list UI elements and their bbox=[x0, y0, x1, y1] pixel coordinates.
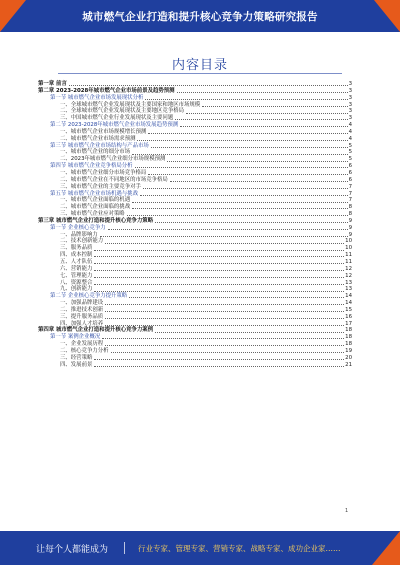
toc-entry[interactable] bbox=[38, 163, 352, 170]
toc-entry-page: 5 bbox=[348, 149, 352, 156]
toc-entry-page: 10 bbox=[345, 245, 352, 252]
toc-entry[interactable] bbox=[38, 95, 352, 102]
toc-entry-title: 四、加强人才培养 bbox=[60, 320, 104, 327]
toc-entry-title: 第四章 城市燃气企业打造和提升核心竞争力案例 bbox=[38, 327, 154, 334]
toc-leader-dots bbox=[155, 332, 344, 333]
toc-leader-dots bbox=[180, 126, 347, 127]
toc-leader-dots bbox=[186, 113, 348, 114]
toc-title-divider bbox=[58, 73, 342, 74]
toc-entry-page: 10 bbox=[345, 238, 352, 245]
toc-leader-dots bbox=[94, 359, 344, 360]
toc-entry-page: 13 bbox=[345, 279, 352, 286]
toc-entry[interactable] bbox=[38, 81, 352, 88]
toc-entry-page: 18 bbox=[345, 327, 352, 334]
toc-entry[interactable] bbox=[38, 204, 352, 211]
page-marker: 1 bbox=[345, 508, 349, 514]
toc-entry-title: 四、成本控制 bbox=[60, 252, 93, 259]
toc-entry-title: 二、2023年城市燃气企业细分市场规模预测 bbox=[60, 156, 166, 163]
toc-entry-title: 三、服务品质 bbox=[60, 245, 93, 252]
footer-roles: 行业专家、管理专家、营销专家、战略专家、成功企业家…… bbox=[138, 544, 341, 553]
toc-leader-dots bbox=[202, 106, 347, 107]
toc-entry-page: 15 bbox=[345, 306, 352, 313]
toc-entry[interactable] bbox=[38, 170, 352, 177]
toc-entry-page: 3 bbox=[348, 87, 352, 94]
toc-leader-dots bbox=[94, 366, 344, 367]
toc-entry-title: 五、人才队伍 bbox=[60, 258, 93, 265]
toc-entry-page: 3 bbox=[348, 108, 352, 115]
toc-entry-title: 七、管理能力 bbox=[60, 272, 93, 279]
report-title: 城市燃气企业打造和提升核心竞争力策略研究报告 bbox=[82, 11, 318, 23]
toc-entry[interactable] bbox=[38, 300, 352, 307]
toc-entry-page: 7 bbox=[348, 197, 352, 204]
toc-list bbox=[38, 81, 352, 368]
toc-entry-title: 三、中国城市燃气企业行业发展现状及主要问题 bbox=[60, 115, 174, 122]
toc-entry-page: 18 bbox=[345, 341, 352, 348]
toc-entry-title: 四、发展前景 bbox=[60, 361, 93, 368]
toc-leader-dots bbox=[94, 250, 344, 251]
toc-entry-page: 16 bbox=[345, 313, 352, 320]
toc-entry-title: 第二节 2023-2028年城市燃气企业市场发展趋势预测 bbox=[50, 122, 179, 129]
toc-entry-title: 一、城市燃气企业面临的机遇 bbox=[60, 197, 131, 204]
toc-entry-page: 4 bbox=[348, 135, 352, 142]
toc-entry-page: 9 bbox=[348, 217, 352, 224]
toc-entry-title: 第一章 前言 bbox=[38, 81, 67, 88]
toc-entry-title: 二、技术创新能力 bbox=[60, 238, 104, 245]
toc-entry-title: 二、推进技术创新 bbox=[60, 306, 104, 313]
toc-leader-dots bbox=[69, 85, 348, 86]
toc-entry-title: 第一节 企业核心竞争力 bbox=[50, 224, 106, 231]
toc-leader-dots bbox=[105, 345, 344, 346]
toc-entry-title: 一、城市燃气企业市场规模增长预测 bbox=[60, 128, 147, 135]
toc-leader-dots bbox=[143, 188, 348, 189]
toc-leader-dots bbox=[105, 325, 344, 326]
footer-right-accent bbox=[372, 531, 400, 565]
toc-entry[interactable] bbox=[38, 273, 352, 280]
header-banner bbox=[0, 0, 400, 32]
toc-leader-dots bbox=[94, 256, 344, 257]
toc-leader-dots bbox=[170, 181, 348, 182]
toc-entry-page: 14 bbox=[345, 300, 352, 307]
toc-entry-page: 6 bbox=[348, 176, 352, 183]
toc-leader-dots bbox=[145, 99, 347, 100]
toc-entry[interactable] bbox=[38, 122, 352, 129]
toc-entry-page: 8 bbox=[348, 211, 352, 218]
toc-entry-page: 12 bbox=[345, 265, 352, 272]
toc-entry[interactable] bbox=[38, 341, 352, 348]
toc-entry-title: 第二章 2023-2028年城市燃气企业市场前景及趋势预测 bbox=[38, 87, 175, 94]
toc-leader-dots bbox=[105, 304, 344, 305]
toc-entry-page: 3 bbox=[348, 115, 352, 122]
toc-entry-page: 4 bbox=[348, 128, 352, 135]
footer-banner bbox=[0, 531, 400, 565]
toc-entry-title: 九、创新能力 bbox=[60, 286, 93, 293]
toc-leader-dots bbox=[175, 119, 347, 120]
toc-entry-title: 八、资源整合 bbox=[60, 279, 93, 286]
toc-entry-page: 19 bbox=[345, 347, 352, 354]
toc-entry-page: 4 bbox=[348, 122, 352, 129]
toc-entry[interactable] bbox=[38, 136, 352, 143]
toc-entry-title: 第五节 城市燃气企业市场机遇与挑战 bbox=[50, 190, 138, 197]
toc-entry-page: 6 bbox=[348, 163, 352, 170]
toc-entry-title: 二、城市燃气企业面临的挑战 bbox=[60, 204, 131, 211]
toc-entry-title: 第一节 案例企业概况 bbox=[50, 334, 101, 341]
toc-entry-page: 9 bbox=[348, 224, 352, 231]
toc-leader-dots bbox=[135, 167, 348, 168]
toc-entry-page: 18 bbox=[345, 334, 352, 341]
toc-entry-page: 17 bbox=[345, 320, 352, 327]
toc-entry[interactable] bbox=[38, 211, 352, 218]
toc-leader-dots bbox=[127, 215, 348, 216]
toc-entry-title: 二、核心竞争力分析 bbox=[60, 347, 109, 354]
toc-entry-title: 第三章 城市燃气企业打造和提升核心竞争力策略 bbox=[38, 217, 154, 224]
toc-entry-page: 20 bbox=[345, 354, 352, 361]
toc-entry-page: 7 bbox=[348, 183, 352, 190]
toc-entry[interactable] bbox=[38, 184, 352, 191]
footer-slogan: 让每个人都能成为 bbox=[36, 545, 109, 555]
toc-entry-title: 二、城市燃气企业在不同地区的市场竞争格局 bbox=[60, 176, 168, 183]
toc-entry-page: 3 bbox=[348, 81, 352, 88]
toc-entry[interactable] bbox=[38, 355, 352, 362]
toc-leader-dots bbox=[132, 154, 347, 155]
toc-entry-title: 六、营销能力 bbox=[60, 265, 93, 272]
toc-entry-page: 11 bbox=[345, 252, 352, 259]
toc-leader-dots bbox=[105, 311, 344, 312]
toc-entry-title: 三、城市燃气企业的主要竞争对手 bbox=[60, 183, 141, 190]
footer-divider bbox=[124, 542, 125, 554]
toc-entry[interactable] bbox=[38, 225, 352, 232]
toc-leader-dots bbox=[105, 318, 344, 319]
toc-leader-dots bbox=[140, 195, 348, 196]
toc-leader-dots bbox=[129, 297, 344, 298]
toc-entry[interactable] bbox=[38, 293, 352, 300]
toc-leader-dots bbox=[148, 133, 347, 134]
toc-entry[interactable] bbox=[38, 129, 352, 136]
toc-leader-dots bbox=[94, 270, 344, 271]
toc-entry-title: 一、加强品牌建设 bbox=[60, 300, 104, 307]
toc-leader-dots bbox=[94, 284, 344, 285]
toc-leader-dots bbox=[105, 243, 344, 244]
toc-leader-dots bbox=[177, 92, 348, 93]
toc-entry[interactable] bbox=[38, 218, 352, 225]
toc-entry[interactable] bbox=[38, 177, 352, 184]
toc-leader-dots bbox=[155, 222, 347, 223]
toc-entry-title: 三、提升服务品质 bbox=[60, 313, 104, 320]
toc-entry-title: 第三节 城市燃气企业市场结构与产品市场 bbox=[50, 142, 149, 149]
toc-entry-page: 8 bbox=[348, 204, 352, 211]
toc-entry-page: 9 bbox=[348, 231, 352, 238]
toc-entry-page: 13 bbox=[345, 286, 352, 293]
toc-entry-page: 7 bbox=[348, 190, 352, 197]
toc-entry[interactable] bbox=[38, 266, 352, 273]
toc-leader-dots bbox=[148, 174, 347, 175]
toc-title: 内容目录 bbox=[171, 58, 228, 73]
toc-entry-title: 三、经营策略 bbox=[60, 354, 93, 361]
toc-entry-title: 一、城市燃气企业的细分市场 bbox=[60, 149, 131, 156]
toc-entry-title: 第二节 企业核心竞争力提升策略 bbox=[50, 293, 128, 300]
toc-entry-page: 21 bbox=[345, 361, 352, 368]
toc-leader-dots bbox=[111, 352, 345, 353]
toc-entry[interactable] bbox=[38, 314, 352, 321]
toc-entry[interactable] bbox=[38, 252, 352, 259]
toc-leader-dots bbox=[102, 338, 344, 339]
toc-entry[interactable] bbox=[38, 362, 352, 369]
toc-leader-dots bbox=[94, 291, 344, 292]
toc-entry-title: 三、城市燃气企业应对策略 bbox=[60, 211, 125, 218]
toc-entry-title: 一、品牌影响力 bbox=[60, 231, 98, 238]
toc-entry-title: 第一节 城市燃气企业市场发展现状分析 bbox=[50, 94, 144, 101]
toc-leader-dots bbox=[151, 147, 348, 148]
toc-leader-dots bbox=[137, 140, 347, 141]
toc-entry-page: 12 bbox=[345, 272, 352, 279]
toc-entry-page: 11 bbox=[345, 258, 352, 265]
toc-entry[interactable] bbox=[38, 348, 352, 355]
toc-entry-page: 3 bbox=[348, 101, 352, 108]
toc-entry-page: 5 bbox=[348, 156, 352, 163]
toc-entry-title: 一、城市燃气企业细分市场竞争格局 bbox=[60, 170, 147, 177]
toc-entry-title: 一、全球城市燃气企业发展现状及主要国家和地区市场规模 bbox=[60, 101, 201, 108]
toc-leader-dots bbox=[108, 229, 348, 230]
toc-leader-dots bbox=[167, 161, 347, 162]
toc-entry[interactable] bbox=[38, 259, 352, 266]
toc-leader-dots bbox=[94, 277, 344, 278]
toc-leader-dots bbox=[100, 236, 348, 237]
toc-leader-dots bbox=[132, 202, 347, 203]
toc-leader-dots bbox=[132, 208, 347, 209]
toc-entry-page: 14 bbox=[345, 293, 352, 300]
toc-entry-title: 第四节 城市燃气企业竞争格局分析 bbox=[50, 163, 133, 170]
toc-entry-title: 二、全球城市燃气企业发展现状及主要地区竞争格局 bbox=[60, 108, 184, 115]
toc-entry-title: 二、城市燃气企业市场需求预测 bbox=[60, 135, 136, 142]
toc-entry-page: 6 bbox=[348, 170, 352, 177]
toc-entry-page: 3 bbox=[348, 94, 352, 101]
toc-entry-title: 一、企业发展历程 bbox=[60, 341, 104, 348]
toc-entry-page: 5 bbox=[348, 142, 352, 149]
toc-entry[interactable] bbox=[38, 307, 352, 314]
toc-leader-dots bbox=[94, 263, 344, 264]
toc-entry[interactable] bbox=[38, 88, 352, 95]
